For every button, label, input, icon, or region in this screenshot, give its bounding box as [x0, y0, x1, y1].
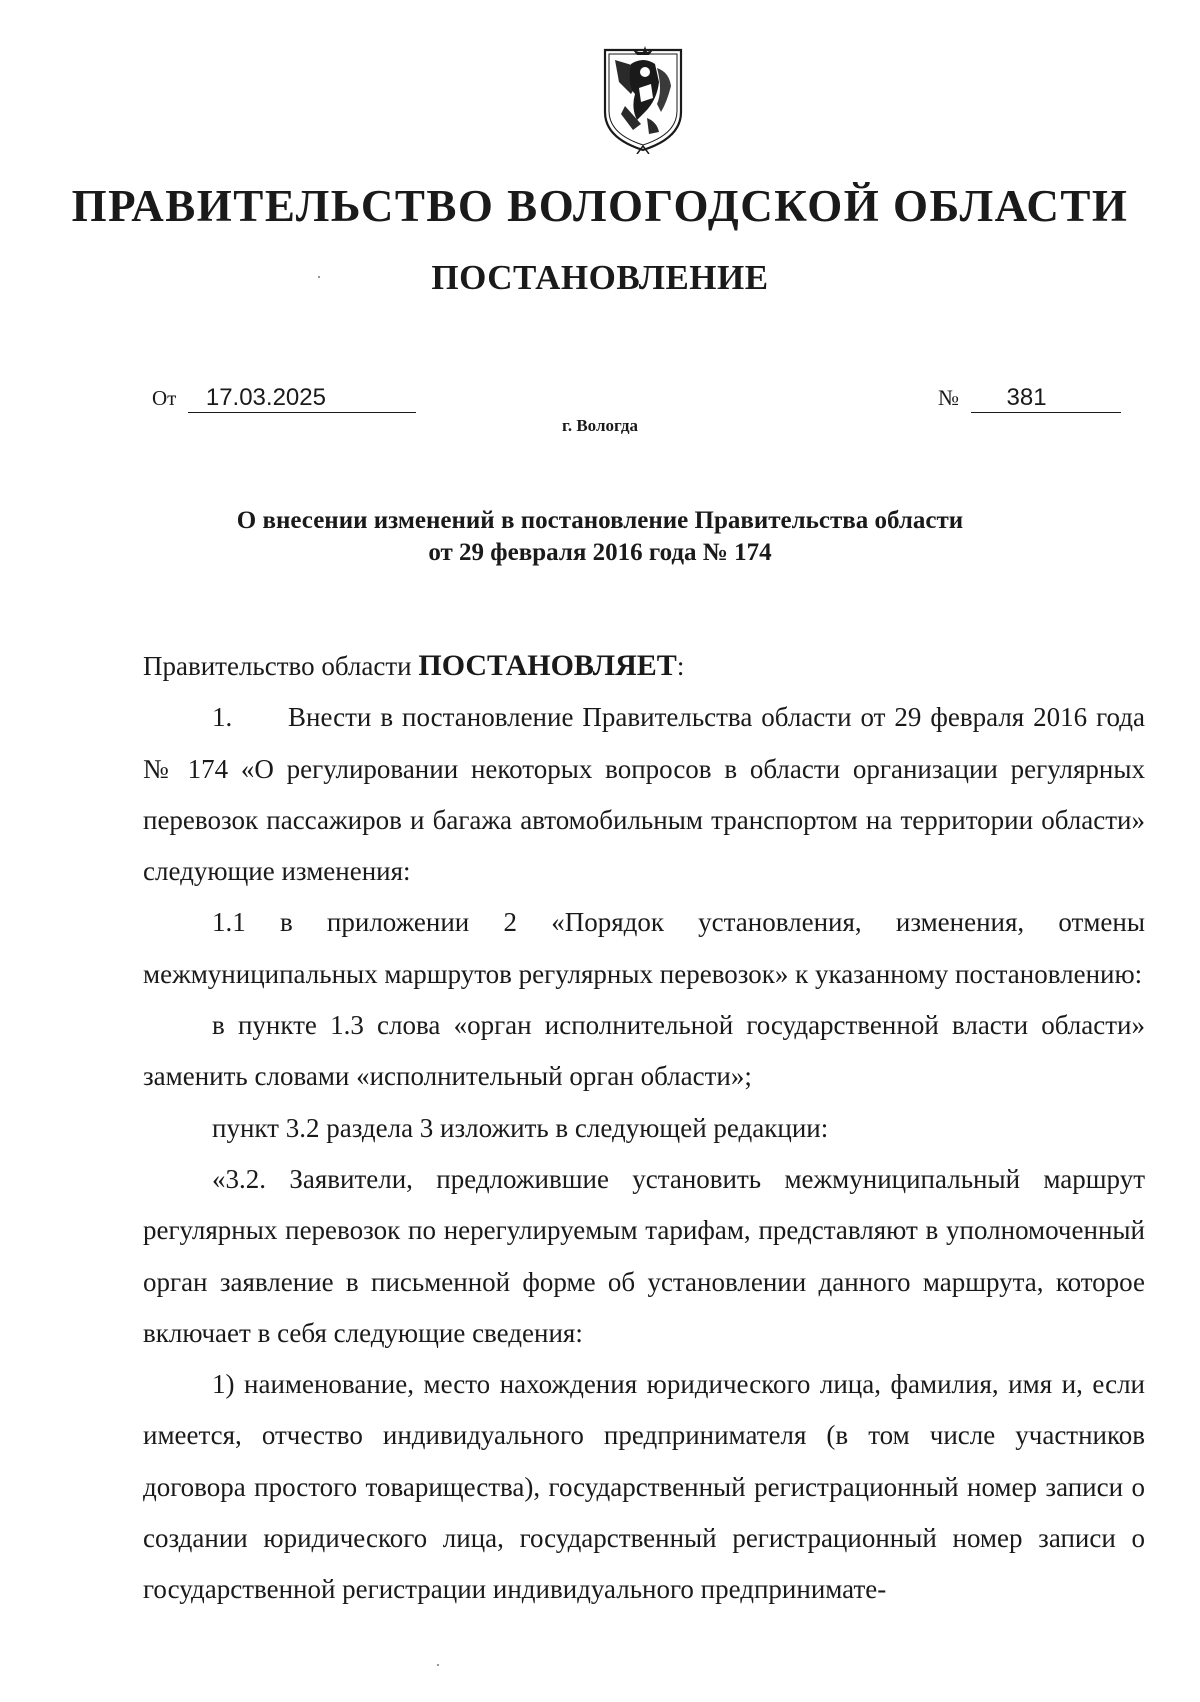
preamble	[143, 640, 1145, 692]
document-type: ПОСТАНОВЛЕНИЕ	[431, 258, 769, 297]
document-subject	[0, 505, 1200, 569]
date-label: От	[152, 386, 177, 410]
sub-item-1: 1) наименование, место нахождения юридического лица, фамилия, имя и, если имеется, отчество индивидуального предпринимателя (в том числе участников договора простого товарищества), государственный регистрационный номер записи о создании юридического лица, государственный регистрационный номер записи о государственной регистрации индивидуального предпринимате-	[143, 1369, 1145, 1605]
item-1-1-a: в пункте 1.3 слова «орган исполнительной государственной власти области» заменить словами «исполнительный орган области»;	[143, 1010, 1145, 1092]
item-1-number: 1.	[212, 702, 233, 733]
vologda-coat-of-arms-icon	[601, 42, 685, 154]
document-body	[143, 640, 1145, 1616]
scan-speck	[437, 1664, 439, 1666]
preamble-colon: :	[676, 651, 685, 681]
number-value: 381	[971, 384, 1121, 413]
subject-line-2: от 29 февраля 2016 года № 174	[428, 539, 772, 566]
scan-speck	[318, 276, 320, 278]
date-value: 17.03.2025	[188, 384, 416, 413]
item-1-1-b: пункт 3.2 раздела 3 изложить в следующей редакции:	[212, 1112, 829, 1143]
subject-line-1: О внесении изменений в постановление Правительства области	[236, 507, 964, 534]
quote-3-2: «3.2. Заявители, предложившие установить межмуниципальный маршрут регулярных перевозок по нерегулируемым тарифам, представляют в уполномоченный орган заявление в письменной форме об установлении данного маршрута, которое включает в себя следующие сведения:	[143, 1163, 1145, 1348]
number-label: №	[938, 385, 959, 410]
item-1	[143, 692, 1145, 897]
preamble-verb: ПОСТАНОВЛЯЕТ	[418, 649, 677, 682]
preamble-text: Правительство области	[143, 651, 419, 681]
number-field	[938, 384, 1121, 413]
government-title: ПРАВИТЕЛЬСТВО ВОЛОГОДСКОЙ ОБЛАСТИ	[71, 181, 1129, 231]
item-1-text: Внести в постановление Правительства области от 29 февраля 2016 года № 174 «О регулировании некоторых вопросов в области организации регулярных перевозок пассажиров и багажа автомобильным транспортом на территории области» следующие изменения:	[143, 702, 1145, 887]
city: г. Вологда	[562, 416, 638, 435]
date-field	[152, 384, 416, 413]
item-1-1: 1.1 в приложении 2 «Порядок установления, изменения, отмены межмуниципальных маршрутов регулярных перевозок» к указанному постановлению:	[143, 907, 1145, 989]
